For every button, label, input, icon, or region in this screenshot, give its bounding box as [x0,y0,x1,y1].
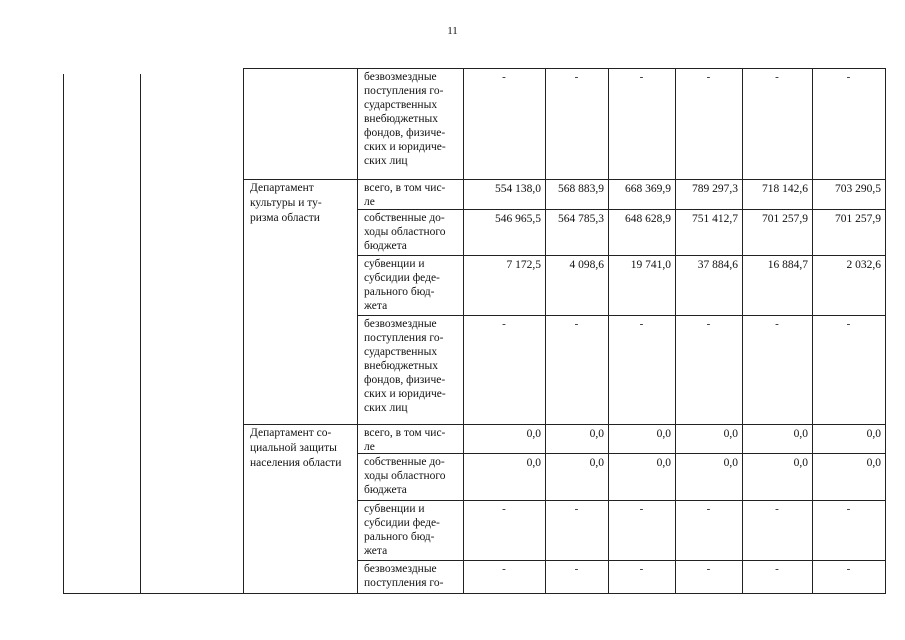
value-cell: 0,0 [656,457,671,469]
value-cell: 4 098,6 [569,259,604,271]
value-cell: 16 884,7 [767,259,808,271]
empty-value-cell: - [775,318,779,330]
row-label-line: всего, в том чис- [364,182,446,194]
department-name [243,424,357,593]
border-col-1 [140,74,141,593]
row-label-line: жета [364,545,388,557]
department-name-line: населения области [250,457,342,469]
border-col-10 [885,68,886,594]
department-name-line: Департамент [250,182,314,194]
value-cell: 0,0 [866,457,881,469]
row-label-line: субвенции и [364,503,425,515]
empty-value-cell: - [574,318,579,330]
row-label-line: сударственных [364,99,438,111]
value-cell: 0,0 [589,428,604,440]
value-cell: 7 172,5 [506,259,541,271]
row-label-line: внебюджетных [364,360,438,372]
empty-value-cell: - [846,71,851,83]
row-label-line: безвозмездные [364,71,437,83]
department-name-line: культуры и ту- [250,197,322,209]
empty-value-cell: - [502,563,506,575]
empty-value-cell: - [706,503,711,515]
row-label-line: ских лиц [364,155,408,167]
department-name-line: Департамент со- [250,427,332,439]
value-cell: 0,0 [793,457,808,469]
border-bottom [63,593,886,594]
row-label [357,209,463,255]
value-cell: 648 628,9 [625,213,671,225]
row-label-line: ходы областного [364,470,446,482]
row-label-line: внебюджетных [364,113,438,125]
row-label [357,255,463,315]
empty-value-cell: - [706,71,711,83]
row-label-line: фондов, физиче- [364,127,446,139]
value-cell: 0,0 [723,457,738,469]
empty-value-cell: - [846,318,851,330]
row-label-line: поступления го- [364,577,444,589]
empty-value-cell: - [574,503,579,515]
department-name-line: ризма области [250,212,320,224]
row-label-line: субвенции и [364,258,425,270]
row-label [357,179,463,209]
empty-value-cell: - [775,503,779,515]
row-label-line: субсидии феде- [364,517,440,529]
department-name [243,179,357,315]
value-cell: 0,0 [526,428,541,440]
row-label-line: ских лиц [364,402,408,414]
row-label-line: ле [364,196,375,208]
empty-value-cell: - [574,563,579,575]
value-cell: 0,0 [866,428,881,440]
empty-value-cell: - [502,503,506,515]
empty-value-cell: - [846,563,851,575]
row-label-line: субсидии феде- [364,272,440,284]
row-label [357,453,463,500]
value-cell: 668 369,9 [625,183,671,195]
empty-value-cell: - [639,71,644,83]
value-cell: 751 412,7 [692,213,738,225]
value-cell: 0,0 [793,428,808,440]
value-cell: 718 142,6 [762,183,808,195]
row-label-line: рального бюд- [364,286,435,298]
row-label-line: бюджета [364,240,407,252]
row-label-line: сударственных [364,346,438,358]
value-cell: 0,0 [589,457,604,469]
row-label [357,315,463,424]
row-label-line: фондов, физиче- [364,374,446,386]
row-label-line: безвозмездные [364,563,437,575]
value-cell: 554 138,0 [495,183,541,195]
row-label [357,68,463,179]
value-cell: 789 297,3 [692,183,738,195]
value-cell: 0,0 [656,428,671,440]
value-cell: 703 290,5 [835,183,881,195]
row-label-line: жета [364,300,388,312]
empty-value-cell: - [706,318,711,330]
value-cell: 701 257,9 [762,213,808,225]
empty-value-cell: - [502,318,506,330]
empty-value-cell: - [502,71,506,83]
row-label-line: собственные до- [364,456,445,468]
value-cell: 37 884,6 [697,259,738,271]
empty-value-cell: - [574,71,579,83]
empty-value-cell: - [706,563,711,575]
row-label-line: ле [364,441,375,453]
row-label-line: собственные до- [364,212,445,224]
empty-value-cell: - [775,71,779,83]
row-label-line: безвозмездные [364,318,437,330]
row-label-line: ских и юридиче- [364,141,446,153]
row-label-line: ских и юридиче- [364,388,446,400]
row-label-line: поступления го- [364,332,444,344]
empty-value-cell: - [775,563,779,575]
row-label [357,500,463,560]
border-left [63,74,64,593]
value-cell: 19 741,0 [630,259,671,271]
row-label [357,560,463,593]
empty-value-cell: - [639,563,644,575]
empty-value-cell: - [639,318,644,330]
value-cell: 568 883,9 [558,183,604,195]
empty-value-cell: - [846,503,851,515]
row-label [357,424,463,453]
empty-value-cell: - [639,503,644,515]
row-label-line: бюджета [364,484,407,496]
page-number: 11 [447,25,458,37]
value-cell: 0,0 [723,428,738,440]
value-cell: 2 032,6 [846,259,881,271]
row-label-line: поступления го- [364,85,444,97]
row-label-line: рального бюд- [364,531,435,543]
row-label-line: всего, в том чис- [364,427,446,439]
row-label-line: ходы областного [364,226,446,238]
value-cell: 546 965,5 [495,213,541,225]
value-cell: 564 785,3 [558,213,604,225]
value-cell: 701 257,9 [835,213,881,225]
value-cell: 0,0 [526,457,541,469]
department-name-line: циальной защиты [250,442,337,454]
